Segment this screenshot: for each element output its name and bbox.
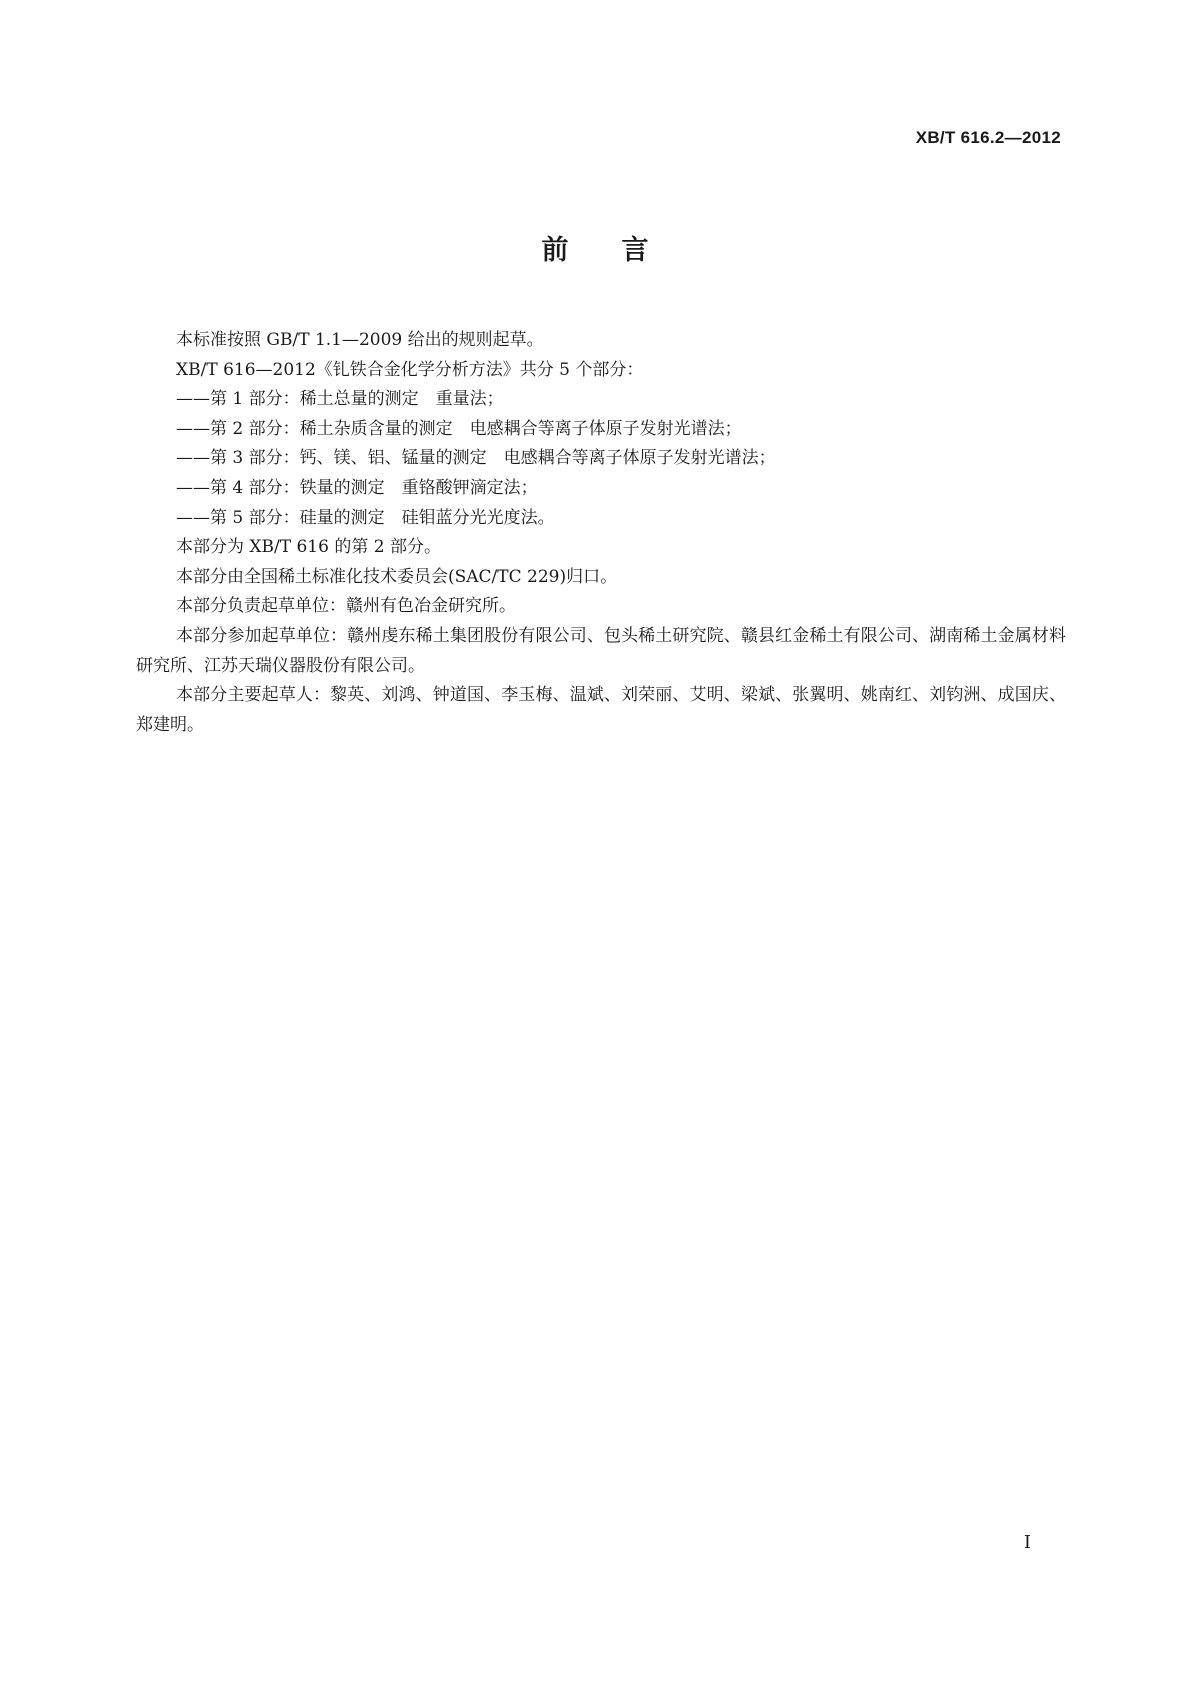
list-item-part-1: ——第 1 部分：稀土总量的测定 重量法； [176,389,504,410]
foreword-body [136,326,1066,740]
paragraph-lead-drafter: 本部分负责起草单位：赣州有色冶金研究所。 [176,596,516,617]
paragraph-parts-intro: XB/T 616—2012《钆铁合金化学分析方法》共分 5 个部分： [176,359,644,380]
paragraph-main-drafters: 本部分主要起草人：黎英、刘鸿、钟道国、李玉梅、温斌、刘荣丽、艾明、梁斌、张翼明、姚南红、刘钧洲、成国庆、郑建明。 [136,685,1066,735]
list-item-part-4: ——第 4 部分：铁量的测定 重铬酸钾滴定法； [176,477,538,498]
paragraph-participating-drafters: 本部分参加起草单位：赣州虔东稀土集团股份有限公司、包头稀土研究院、赣县红金稀土有限公司、湖南稀土金属材料研究所、江苏天瑞仪器股份有限公司。 [136,625,1066,676]
title-char-2: 言 [621,235,650,266]
page-title [0,228,1191,267]
standard-number: XB/T 616.2—2012 [915,128,1061,147]
paragraph-responsible-committee: 本部分由全国稀土标准化技术委员会(SAC/TC 229)归口。 [176,566,618,587]
list-item-part-5: ——第 5 部分：硅量的测定 硅钼蓝分光光度法。 [176,507,555,528]
page-number: I [1023,1532,1031,1553]
title-char-1: 前 [541,235,570,266]
list-item-part-2: ——第 2 部分：稀土杂质含量的测定 电感耦合等离子体原子发射光谱法； [176,418,742,439]
paragraph-drafting-rules: 本标准按照 GB/T 1.1—2009 给出的规则起草。 [176,330,544,350]
list-item-part-3: ——第 3 部分：钙、镁、铝、锰量的测定 电感耦合等离子体原子发射光谱法； [176,448,776,469]
paragraph-this-part: 本部分为 XB/T 616 的第 2 部分。 [176,537,441,558]
